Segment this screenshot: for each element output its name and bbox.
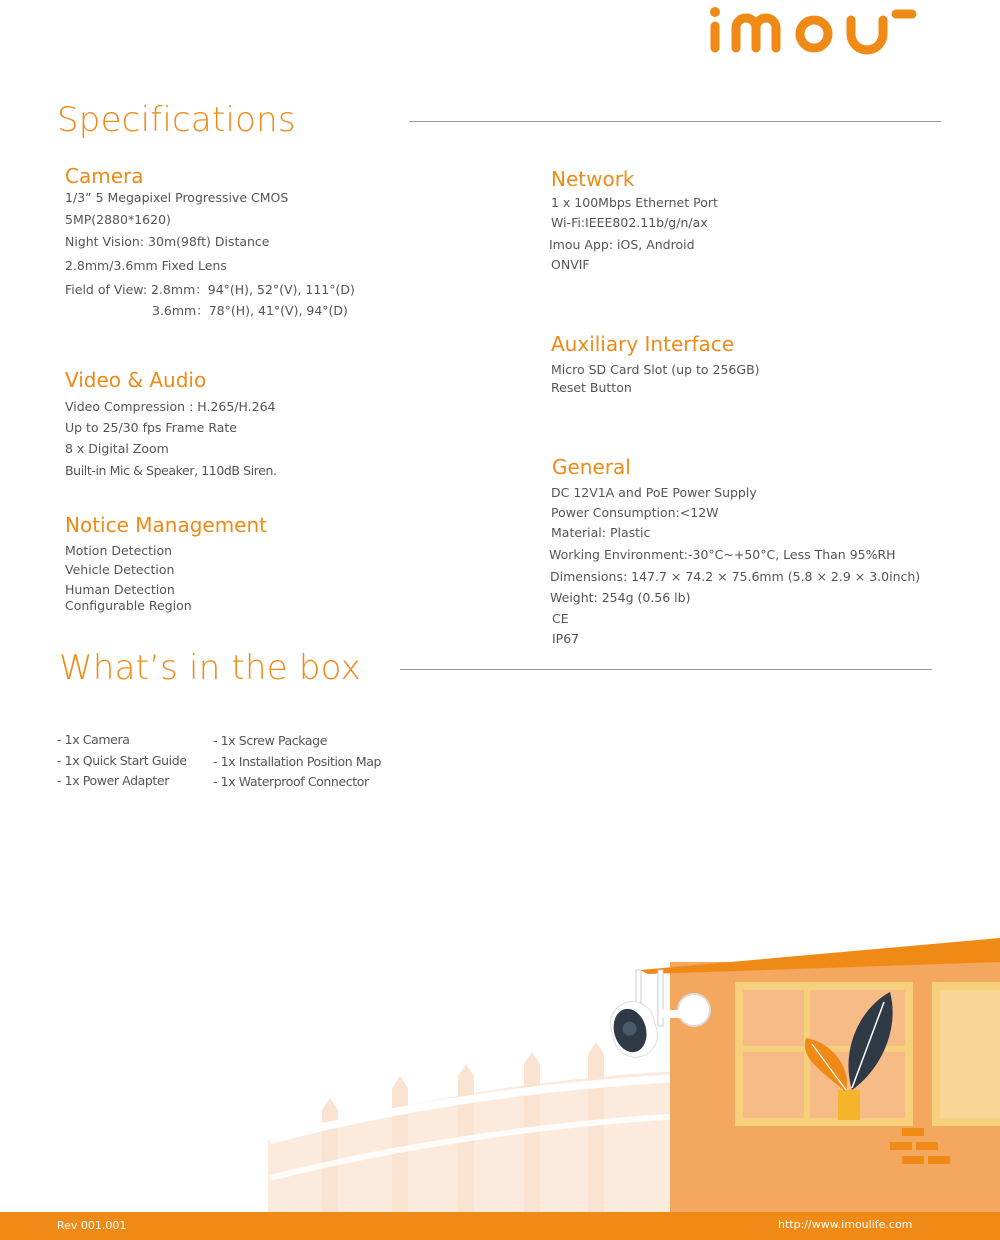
video-audio-line: Built-in Mic & Speaker, 110dB Siren. bbox=[65, 463, 277, 478]
specifications-divider bbox=[409, 121, 941, 122]
notice-line: Human Detection bbox=[65, 582, 175, 597]
video-audio-heading: Video & Audio bbox=[65, 368, 207, 392]
notice-line: Configurable Region bbox=[65, 598, 192, 613]
camera-line: Night Vision: 30m(98ft) Distance bbox=[65, 234, 270, 249]
video-audio-line: 8 x Digital Zoom bbox=[65, 441, 169, 456]
box-item: - 1x Power Adapter bbox=[57, 773, 169, 788]
camera-heading: Camera bbox=[65, 164, 144, 188]
camera-line: 3.6mm：78°(H), 41°(V), 94°(D) bbox=[152, 303, 348, 318]
camera-line: Field of View: 2.8mm：94°(H), 52°(V), 111°(D) bbox=[65, 282, 355, 297]
auxiliary-line: Reset Button bbox=[551, 380, 632, 395]
auxiliary-line: Micro SD Card Slot (up to 256GB) bbox=[551, 362, 760, 377]
notice-line: Motion Detection bbox=[65, 543, 173, 558]
video-audio-line: Video Compression : H.265/H.264 bbox=[65, 399, 276, 414]
network-line: Imou App: iOS, Android bbox=[549, 237, 695, 252]
auxiliary-interface-heading: Auxiliary Interface bbox=[551, 332, 735, 356]
video-audio-line: Up to 25/30 fps Frame Rate bbox=[65, 420, 237, 435]
general-line: CE bbox=[552, 611, 569, 626]
general-line: IP67 bbox=[552, 631, 580, 646]
revision-label: Rev 001.001 bbox=[57, 1219, 127, 1232]
general-line: Working Environment:-30°C~+50°C, Less Than 95%RH bbox=[549, 547, 896, 562]
general-line: Weight: 254g (0.56 lb) bbox=[550, 590, 691, 605]
network-line: 1 x 100Mbps Ethernet Port bbox=[551, 195, 718, 210]
website-link[interactable]: http://www.imoulife.com bbox=[778, 1218, 913, 1231]
general-heading: General bbox=[552, 455, 631, 479]
box-item: - 1x Waterproof Connector bbox=[213, 774, 369, 789]
box-item: - 1x Screw Package bbox=[213, 733, 327, 748]
camera-line: 1/3” 5 Megapixel Progressive CMOS bbox=[65, 190, 289, 205]
box-item: - 1x Camera bbox=[57, 732, 130, 747]
camera-line: 5MP(2880*1620) bbox=[65, 212, 171, 227]
box-divider bbox=[400, 669, 932, 670]
general-line: Power Consumption:<12W bbox=[551, 505, 719, 520]
network-line: ONVIF bbox=[551, 257, 590, 272]
imou-logo bbox=[706, 4, 926, 56]
house-with-camera-illustration bbox=[0, 930, 1000, 1212]
box-item: - 1x Installation Position Map bbox=[213, 754, 382, 769]
notice-management-heading: Notice Management bbox=[65, 513, 268, 537]
network-line: Wi-Fi:IEEE802.11b/g/n/ax bbox=[551, 215, 708, 230]
whats-in-the-box-title: What’s in the box bbox=[59, 648, 361, 688]
network-heading: Network bbox=[551, 167, 635, 191]
general-line: DC 12V1A and PoE Power Supply bbox=[551, 485, 757, 500]
general-line: Material: Plastic bbox=[551, 525, 651, 540]
notice-line: Vehicle Detection bbox=[65, 562, 175, 577]
general-line: Dimensions: 147.7 × 74.2 × 75.6mm (5.8 × 2.9 × 3.0inch) bbox=[550, 569, 921, 584]
box-item: - 1x Quick Start Guide bbox=[57, 753, 187, 768]
specifications-title: Specifications bbox=[57, 100, 296, 140]
camera-line: 2.8mm/3.6mm Fixed Lens bbox=[65, 258, 227, 273]
